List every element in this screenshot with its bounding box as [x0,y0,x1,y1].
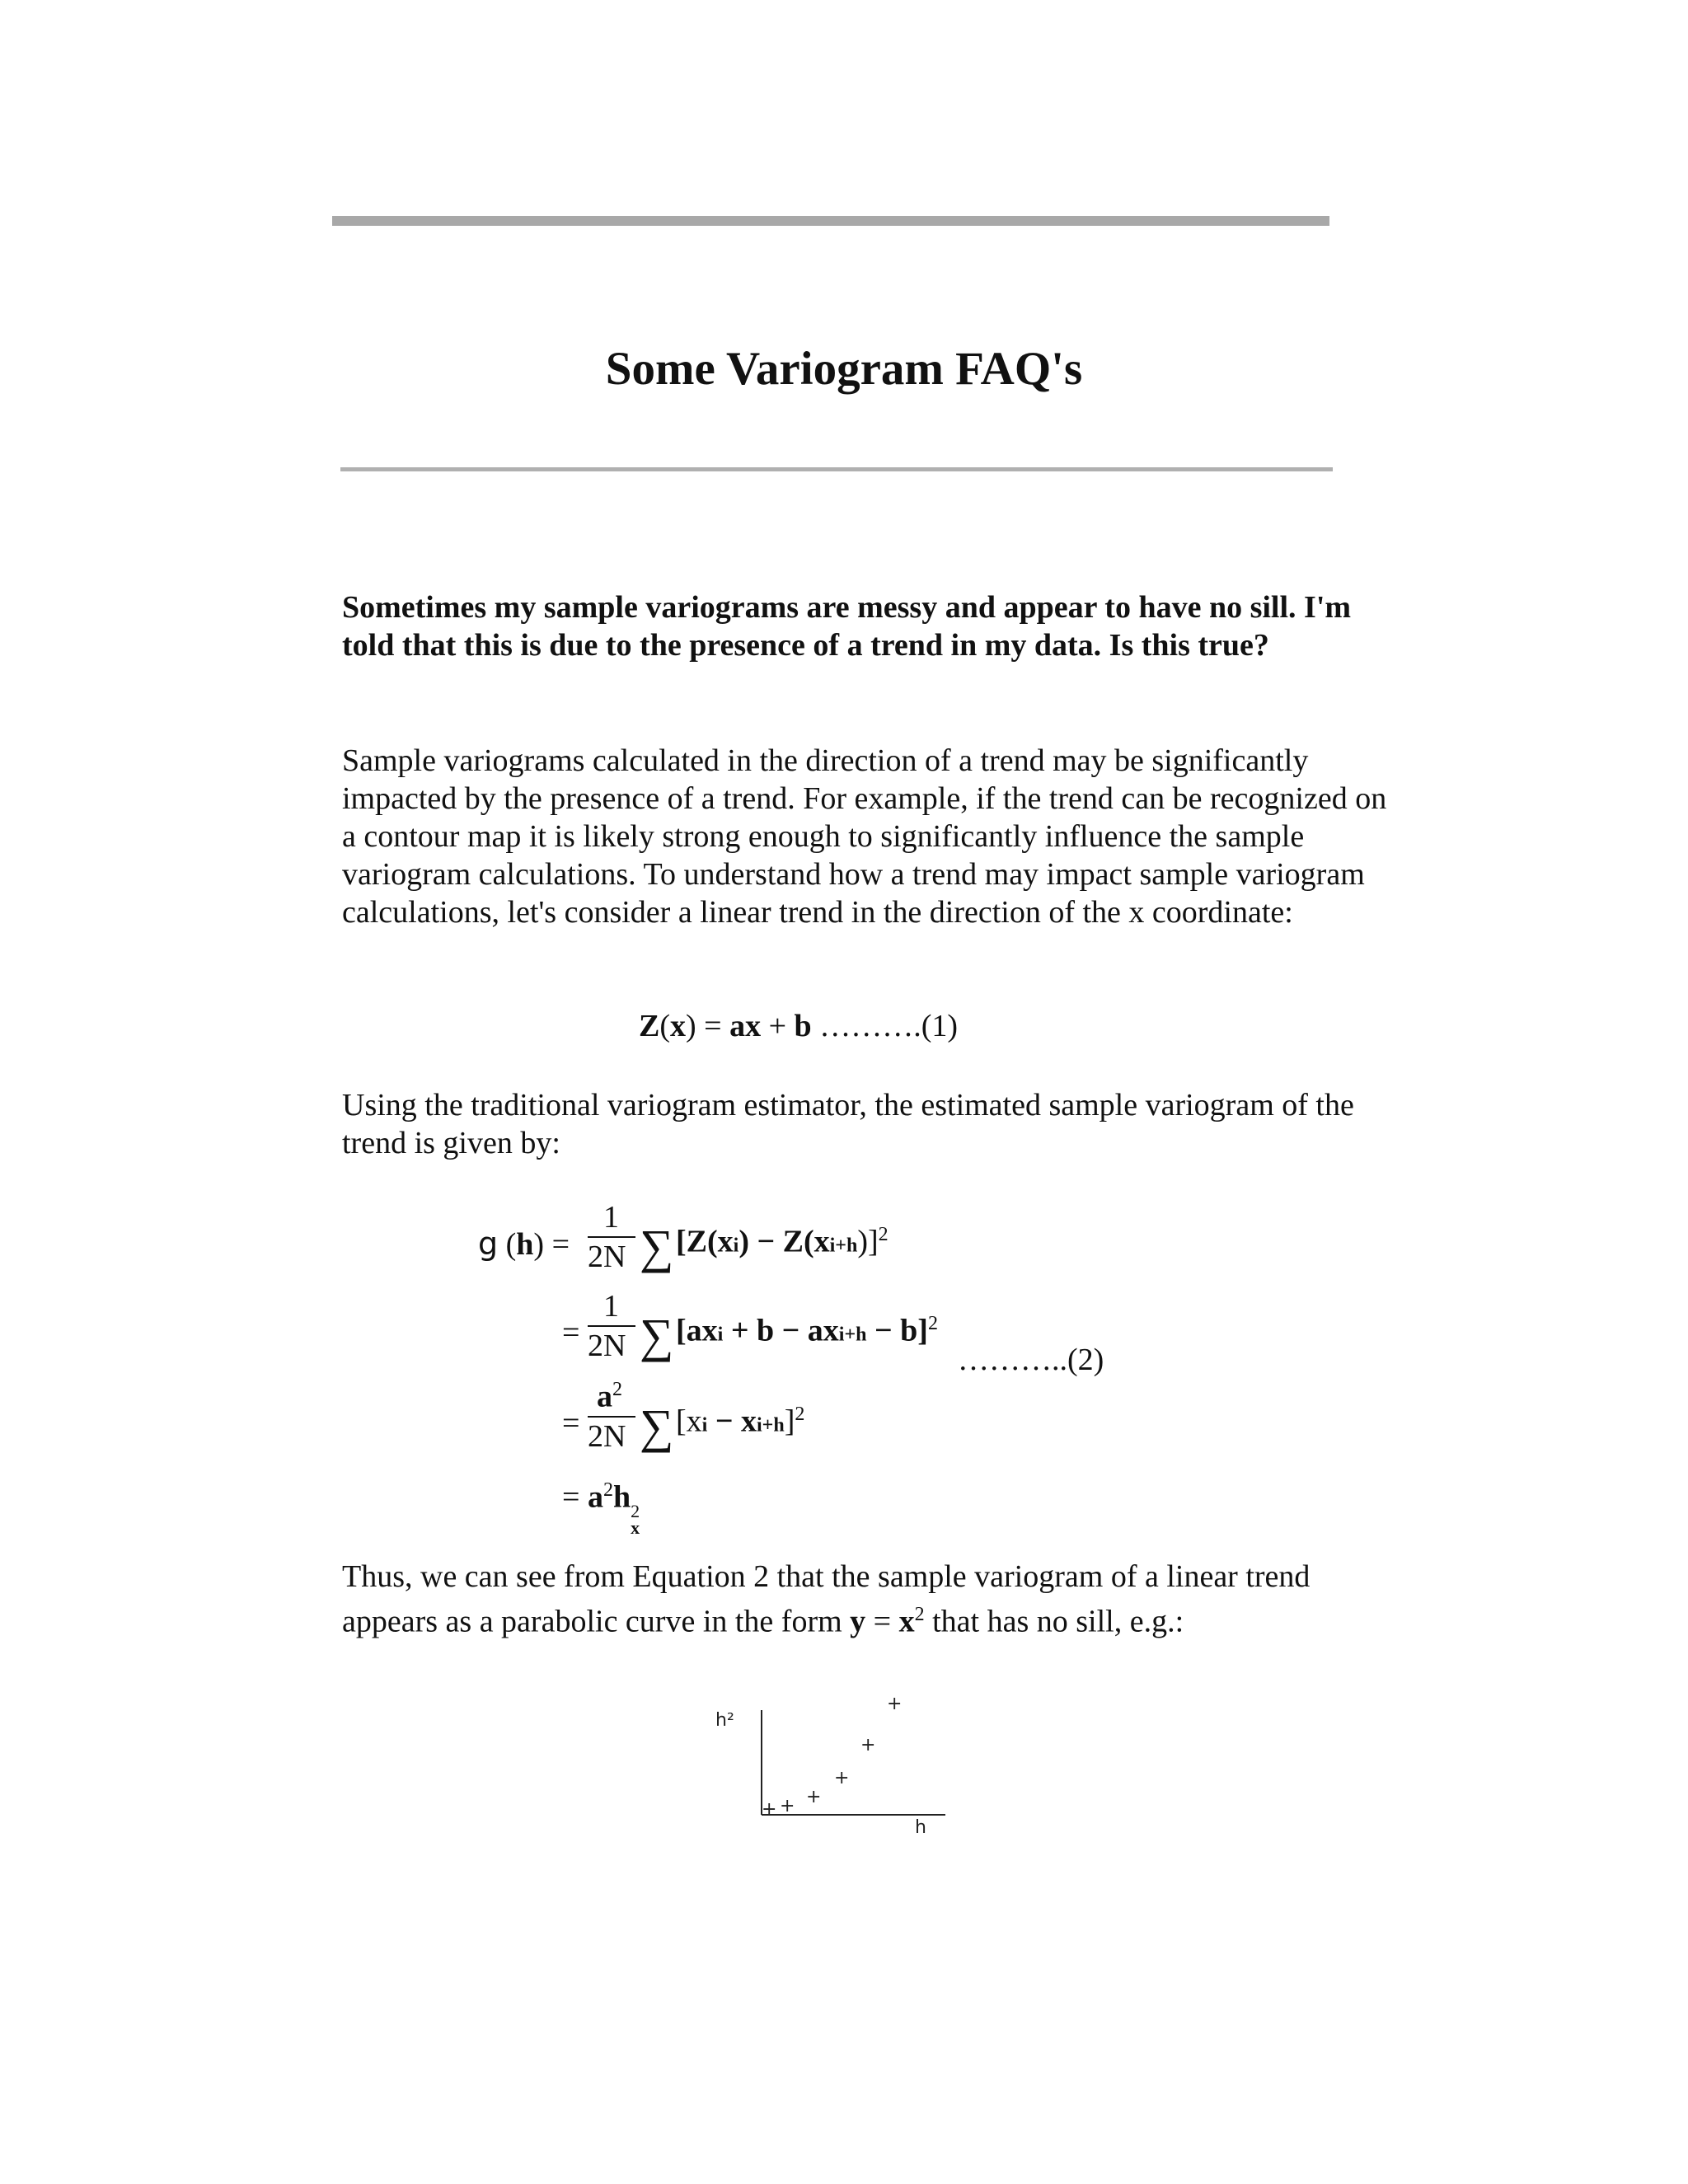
title-divider [340,467,1333,471]
sketch-point-1: + [762,1799,777,1820]
frac1-numerator: 1 [603,1200,619,1235]
para3-sq: 2 [914,1604,925,1625]
sigma-3: ∑ [640,1399,674,1453]
line3-sub-i: i [701,1414,708,1436]
eq2-equals-1: = [551,1227,570,1262]
sketch-point-3: + [806,1787,822,1807]
line3-start: [x [676,1404,702,1439]
line2-mid: + b − ax [723,1313,839,1348]
frac2-bar [588,1325,635,1327]
eq2-line2 [676,1314,938,1347]
answer-paragraph-1: Sample variograms calculated in the direction of a trend may be significantly impacted by the presence of a trend. For example, if the trend can be recognized on a contour map it is likely strong enough to significantly influence the sample variogram calculations. To understand how a trend may impact sample variogram calculations, let's consider a linear trend in the direction of the x coordinate: [342,743,1387,930]
sketch-point-6: + [887,1694,903,1714]
parabola-sketch [709,1685,956,1850]
line1-mid: ) − Z(x [738,1224,830,1259]
line3-sq: 2 [795,1404,805,1425]
line2-sub-ih: i+h [838,1324,867,1346]
faq-question: Sometimes my sample variograms are messy and appear to have no sill. I'm told that this is due to the presence of a trend in my data. Is this true? [342,590,1352,663]
eq1-rhs-b: b [794,1009,812,1043]
frac3-numerator [597,1380,622,1413]
equation-2-number: ………..(2) [958,1343,1104,1377]
line4-a: a [587,1479,603,1515]
line1-sq: 2 [878,1224,889,1245]
frac2-numerator: 1 [603,1289,619,1324]
eq1-rhs-a: ax [729,1009,762,1043]
eq1-arg: x [670,1009,687,1043]
answer-paragraph-2: Using the traditional variogram estimator, the estimated sample variogram of the trend is given by: [342,1088,1354,1160]
eq2-lhs-h: h [516,1227,534,1262]
eq2-line4 [562,1480,640,1536]
frac1-bar [588,1236,635,1238]
line3-sub-ih: i+h [756,1414,785,1436]
line4-a-sq: 2 [603,1479,613,1501]
gamma-symbol: g [478,1226,499,1262]
eq1-lhs: Z [639,1009,660,1043]
eq2-equals-3: = [562,1406,580,1441]
line4-h: h [612,1479,631,1515]
answer-paragraph-3 [342,1558,1389,1641]
eq2-equals-4: = [562,1479,580,1515]
sketch-y-label: h² [715,1710,734,1731]
eq2-line1 [676,1225,889,1258]
eq1-number: ……….(1) [819,1009,958,1043]
sketch-x-label: h [915,1817,926,1838]
line1-start: [Z(x [676,1224,734,1259]
line2-start: [ax [676,1313,718,1348]
line3-mid: − x [707,1404,757,1439]
frac3-a: a [597,1379,612,1414]
para3-text-b: that has no sill, e.g.: [924,1604,1184,1639]
top-divider [332,216,1329,226]
para3-text-a: Thus, we can see from Equation 2 that the sample variogram of a linear trend appears as a parabolic curve in the form [342,1559,1311,1639]
sketch-point-5: + [860,1735,876,1755]
sigma-2: ∑ [640,1309,674,1362]
line1-sub-ih: i+h [829,1235,858,1257]
line4-h-sub-x: x [631,1516,640,1538]
frac3-bar [588,1416,635,1418]
eq2-equals-2: = [562,1315,580,1350]
para3-equals: = [865,1604,899,1639]
frac3-denominator: 2N [588,1419,626,1454]
para3-x: x [898,1604,915,1639]
eq2-line3 [676,1404,804,1437]
equation-1: Z(x) = ax + b ……….(1) [639,1009,958,1043]
eq2-lhs: g (h) = [478,1226,570,1262]
line1-sub-i: i [733,1235,739,1257]
equation-2 [478,1200,1006,1538]
frac1-denominator: 2N [588,1240,626,1274]
sigma-1: ∑ [640,1220,674,1273]
page-title: Some Variogram FAQ's [605,343,1083,395]
line3-end: ] [784,1404,795,1439]
line1-end: )] [857,1224,879,1259]
sketch-point-2: + [780,1796,795,1816]
line2-sq: 2 [927,1313,938,1334]
line4-h-sq: 2 [631,1500,640,1521]
frac3-sq: 2 [612,1379,622,1400]
frac2-denominator: 2N [588,1329,626,1363]
eq1-plus: + [768,1009,787,1043]
para3-y: y [850,1604,866,1639]
sketch-point-4: + [834,1768,850,1788]
line2-sub-i: i [717,1324,724,1346]
line4-h-scripts [631,1500,640,1538]
line2-end: − b] [866,1313,928,1348]
